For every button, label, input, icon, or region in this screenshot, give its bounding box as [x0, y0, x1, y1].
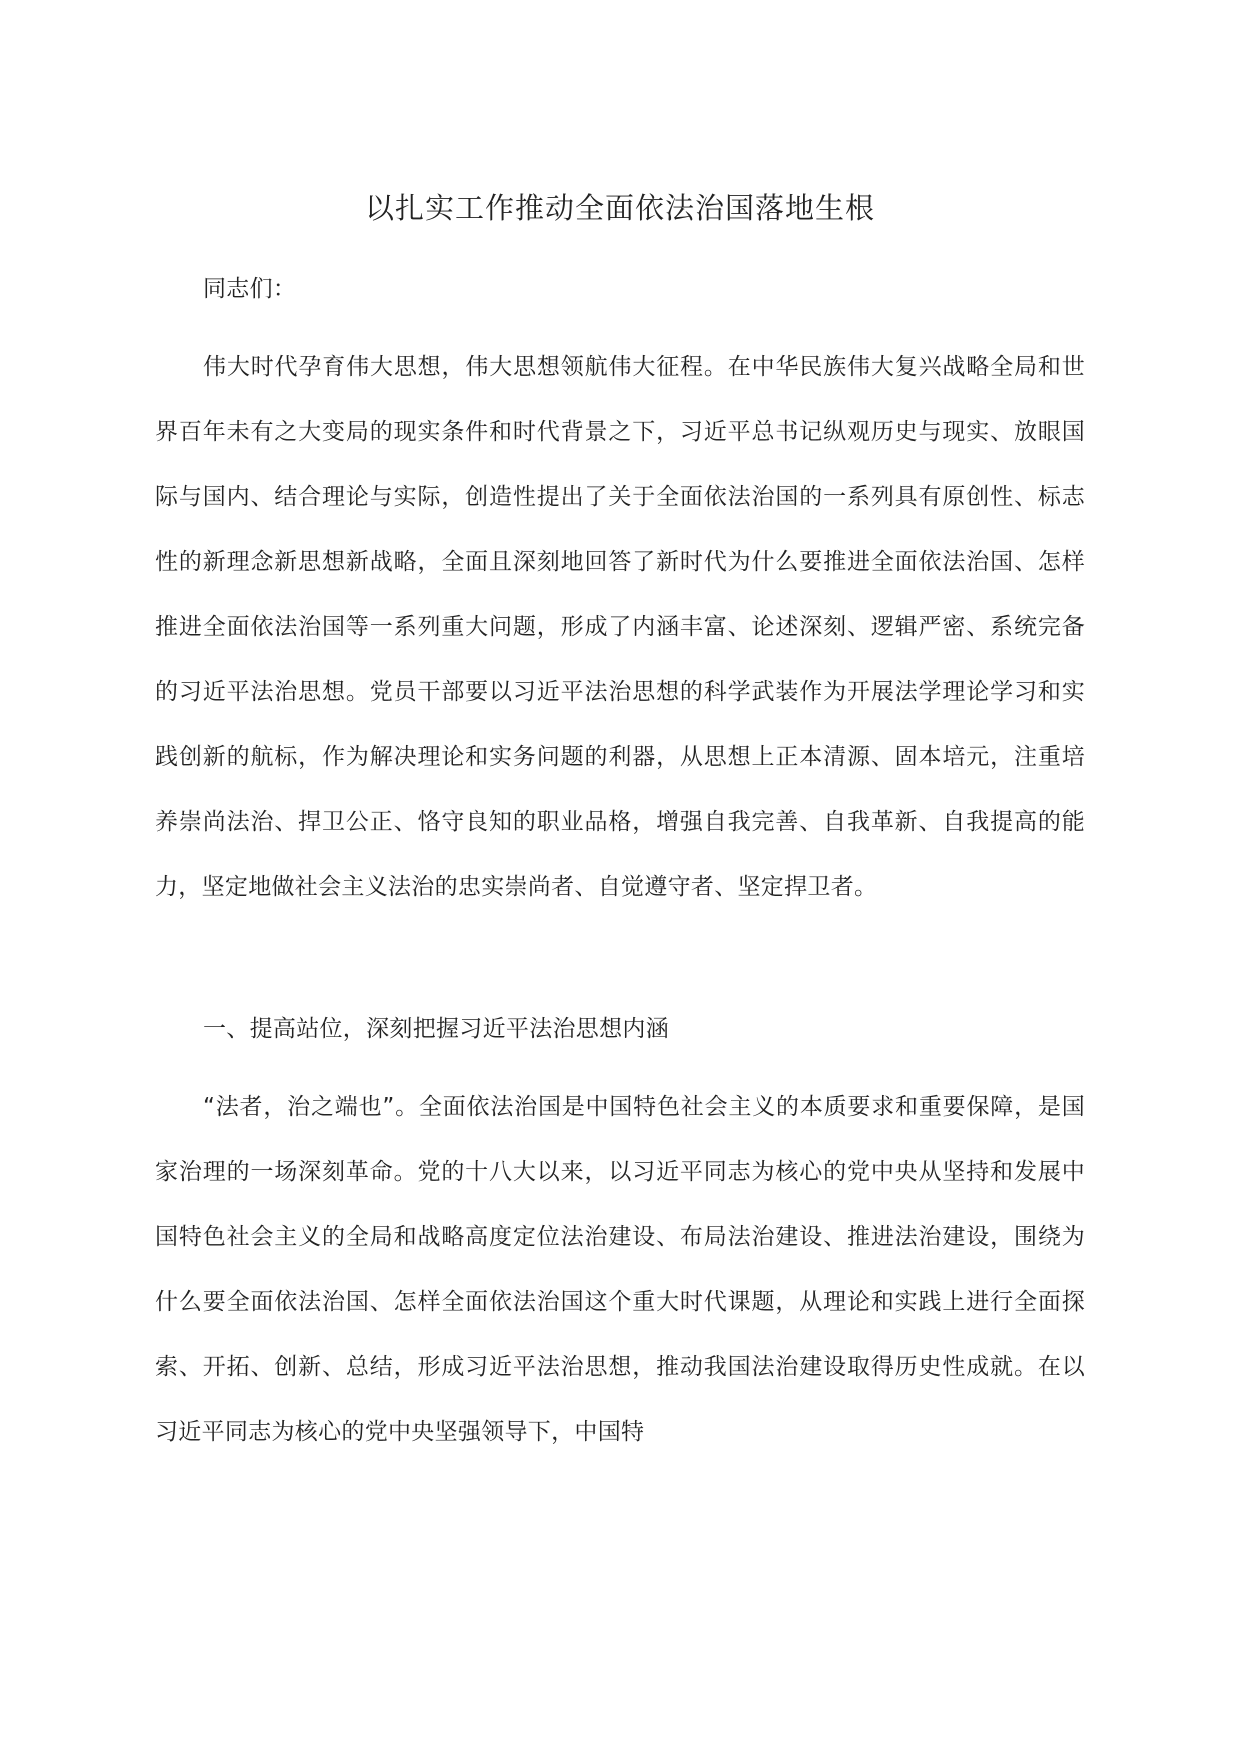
document-title: 以扎实工作推动全面依法治国落地生根 — [364, 191, 875, 225]
salutation: 同志们： — [203, 276, 297, 302]
section-heading-1: 一、提高站位，深刻把握习近平法治思想内涵 — [203, 1016, 669, 1042]
paragraph-2: “法者，治之端也”。全面依法治国是中国特色社会主义的本质要求和重要保障，是国家治理的一场深刻革命。党的十八大以来，以习近平同志为核心的党中央从坚持和发展中国特色社会主义的全局和战略高度定位法治建设、布局法治建设、推进法治建设，围绕为什么要全面依法治国、怎样全面依法治国这个重大时代课题，从理论和实践上进行全面探索、开拓、创新、总结，形成习近平法治思想，推动我国法治建设取得历史性成就。在以习近平同志为核心的党中央坚强领导下，中国特 — [155, 1094, 1085, 1445]
paragraph-1: 伟大时代孕育伟大思想，伟大思想领航伟大征程。在中华民族伟大复兴战略全局和世界百年未有之大变局的现实条件和时代背景之下，习近平总书记纵观历史与现实、放眼国际与国内、结合理论与实际，创造性提出了关于全面依法治国的一系列具有原创性、标志性的新理念新思想新战略，全面且深刻地回答了新时代为什么要推进全面依法治国、怎样推进全面依法治国等一系列重大问题，形成了内涵丰富、论述深刻、逻辑严密、系统完备的习近平法治思想。党员干部要以习近平法治思想的科学武装作为开展法学理论学习和实践创新的航标，作为解决理论和实务问题的利器，从思想上正本清源、固本培元，注重培养崇尚法治、捍卫公正、恪守良知的职业品格，增强自我完善、自我革新、自我提高的能力，坚定地做社会主义法治的忠实崇尚者、自觉遵守者、坚定捍卫者。 — [155, 354, 1085, 900]
